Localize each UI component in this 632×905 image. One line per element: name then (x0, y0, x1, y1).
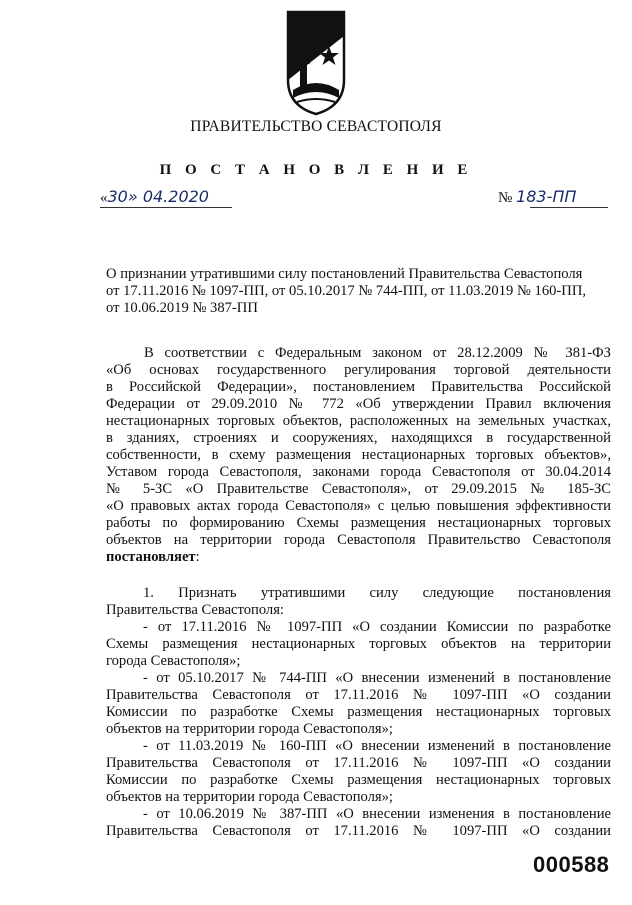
preamble-line: собственности, в схему размещения нестационарных торговых объектов», (106, 447, 611, 463)
government-name: ПРАВИТЕЛЬСТВО СЕВАСТОПОЛЯ (190, 118, 442, 135)
preamble-line: № 5-ЗС «О Правительстве Севастополя», от 29.09.2015 № 185-ЗС (106, 481, 611, 497)
sub2-line: Комиссии по разработке Схемы размещения нестационарных торговых (106, 704, 611, 720)
preamble-line: Федерации от 29.09.2010 № 772 «Об утверждении Правил включения (106, 396, 611, 412)
date-day: 30 (107, 187, 128, 206)
number-underline (530, 207, 608, 208)
serial-stamp: 000588 (533, 852, 610, 877)
preamble-line: в Российской Федерации», постановлением Правительства Российской (106, 379, 611, 395)
sub3-line: - от 11.03.2019 № 160-ПП «О внесении изменений в постановление (143, 738, 611, 754)
sub3-line: Правительства Севастополя от 17.11.2016 № 1097-ПП «О создании (106, 755, 611, 771)
sub1-line: - от 17.11.2016 № 1097-ПП «О создании Комиссии по разработке (143, 619, 611, 635)
preamble-line: нестационарных торговых объектов, расположенных на земельных участках, (106, 413, 611, 429)
document-type-heading: П О С Т А Н О В Л Е Н И Е (159, 162, 473, 178)
sub2-line: Правительства Севастополя от 17.11.2016 № 1097-ПП «О создании (106, 687, 611, 703)
preamble-line: «Об основах государственного регулирования торговой деятельности (106, 362, 611, 378)
resolves-word: постановляет (106, 549, 196, 565)
document-number (498, 187, 576, 207)
sub2-line: объектов на территории города Севастополя»; (106, 721, 393, 737)
sevastopol-coat-of-arms-icon (285, 10, 347, 116)
number-value: 183-ПП (516, 187, 577, 206)
item1-line: Правительства Севастополя: (106, 602, 284, 618)
title-line: от 17.11.2016 № 1097-ПП, от 05.10.2017 № 744-ПП, от 11.03.2019 № 160-ПП, (106, 283, 587, 299)
date-month-year: » 04.2020 (127, 187, 209, 206)
sub3-line: Комиссии по разработке Схемы размещения нестационарных торговых (106, 772, 611, 788)
resolves-colon: : (195, 549, 200, 565)
document-date (100, 187, 209, 207)
preamble-line: «О правовых актах города Севастополя» с целью повышения эффективности (106, 498, 611, 514)
title-line: О признании утратившими силу постановлений Правительства Севастополя (106, 266, 583, 282)
title-line: от 10.06.2019 № 387-ПП (106, 300, 258, 316)
sub4-line: - от 10.06.2019 № 387-ПП «О внесении изменения в постановление (143, 806, 611, 822)
sub2-line: - от 05.10.2017 № 744-ПП «О внесении изменений в постановление (143, 670, 611, 686)
preamble-line: в зданиях, строениях и сооружениях, находящихся в государственной (106, 430, 611, 446)
sub3-line: объектов на территории города Севастополя»; (106, 789, 393, 805)
preamble-line: Уставом города Севастополя, законами города Севастополя от 30.04.2014 (106, 464, 611, 480)
date-quote-open: « (100, 190, 108, 206)
sub1-line: города Севастополя»; (106, 653, 241, 669)
preamble-line: объектов на территории города Севастополя Правительство Севастополя (106, 532, 611, 548)
date-underline (100, 207, 232, 208)
number-sign: № (498, 190, 513, 206)
sub4-line: Правительства Севастополя от 17.11.2016 № 1097-ПП «О создании (106, 823, 611, 839)
item1-line: 1. Признать утратившими силу следующие постановления (143, 585, 611, 601)
preamble-line: работы по формированию Схемы размещения нестационарных торговых (106, 515, 611, 531)
preamble-line: В соответствии с Федеральным законом от 28.12.2009 № 381-ФЗ (144, 345, 611, 361)
sub1-line: Схемы размещения нестационарных торговых объектов на территории (106, 636, 611, 652)
resolves-line (106, 549, 611, 566)
